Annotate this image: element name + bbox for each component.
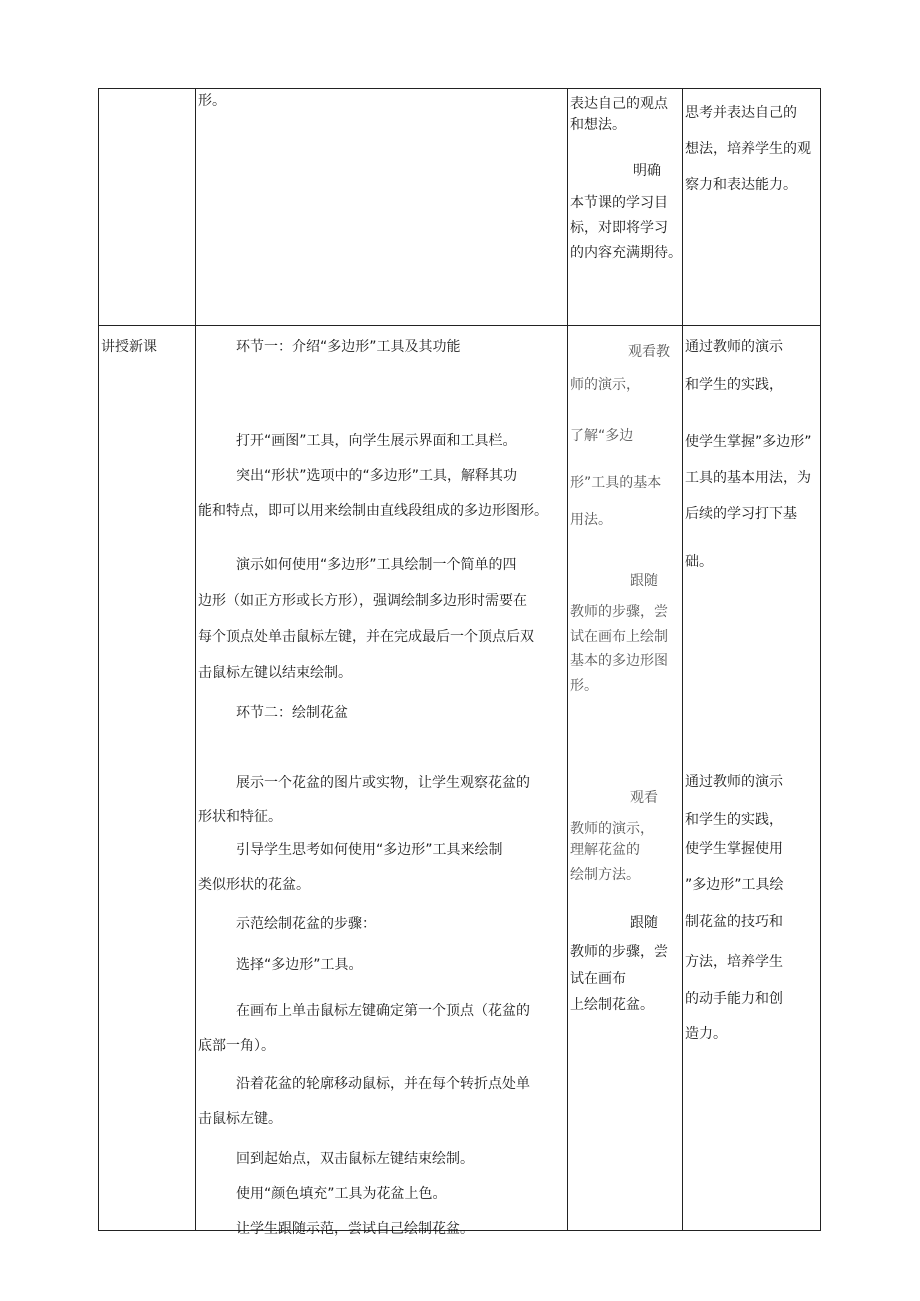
content-line: 让学生跟随示范，尝试自己绘制花盆。	[236, 1221, 474, 1237]
intent-line: 造力。	[685, 1026, 727, 1042]
table-left-border	[98, 88, 99, 1231]
student-line: 用法。	[570, 512, 612, 528]
student-line: 试在画布上绘制	[570, 629, 668, 645]
intent-line: 和学生的实践，	[685, 377, 783, 393]
table-right-border	[820, 88, 821, 1231]
intent-line: 后续的学习打下基	[685, 506, 797, 522]
content-line: 突出“形状”选项中的“多边形”工具，解释其功	[236, 468, 518, 484]
top-student-text: 的内容充满期待。	[570, 245, 682, 261]
content-line: 打开“画图”工具，向学生展示界面和工具栏。	[236, 433, 517, 449]
student-line: 教师的演示，	[570, 821, 654, 837]
stage-label: 讲授新课	[101, 339, 157, 355]
table-col-divider-1	[195, 88, 196, 1231]
content-line: 形状和特征。	[198, 809, 282, 825]
student-line: 绘制方法。	[570, 867, 640, 883]
content-line: 每个顶点处单击鼠标左键，并在完成最后一个顶点后双	[198, 629, 534, 645]
intent-line: 工具的基本用法，为	[685, 470, 811, 486]
content-line: 展示一个花盆的图片或实物，让学生观察花盆的	[236, 775, 530, 791]
intent-line: 方法，培养学生	[685, 954, 783, 970]
content-line: 击鼠标左键以结束绘制。	[198, 665, 352, 681]
student-line: 教师的步骤，尝	[570, 944, 668, 960]
content-line: 击鼠标左键。	[198, 1111, 282, 1127]
student-line: 观看教	[628, 344, 670, 360]
content-line: 回到起始点，双击鼠标左键结束绘制。	[236, 1151, 474, 1167]
intent-line: 通过教师的演示	[685, 339, 783, 355]
content-line: 引导学生思考如何使用“多边形”工具来绘制	[236, 842, 503, 858]
top-intent-text: 察力和表达能力。	[685, 177, 797, 193]
top-content-text: 形。	[198, 93, 226, 109]
content-line: 环节二：绘制花盆	[236, 705, 348, 721]
content-line: 底部一角）。	[198, 1038, 275, 1054]
top-student-text: 标，对即将学习	[570, 220, 668, 236]
student-line: 试在画布	[570, 971, 626, 987]
content-line: 环节一：介绍“多边形”工具及其功能	[236, 339, 461, 355]
content-line: 示范绘制花盆的步骤：	[236, 916, 376, 932]
table-col-divider-2	[567, 88, 568, 1231]
top-student-text: 表达自己的观点	[570, 96, 668, 112]
student-line: 跟随	[630, 915, 658, 931]
intent-line: ”多边形”工具绘	[685, 877, 784, 893]
table-row-divider	[98, 325, 821, 326]
table-top-border	[98, 88, 821, 89]
content-line: 选择“多边形”工具。	[236, 957, 363, 973]
table-col-divider-3	[682, 88, 683, 1231]
content-line: 使用“颜色填充”工具为花盆上色。	[236, 1186, 447, 1202]
top-student-text: 和想法。	[570, 117, 626, 133]
student-line: 形。	[570, 678, 598, 694]
top-intent-text: 想法，培养学生的观	[685, 141, 811, 157]
top-student-text: 本节课的学习目	[570, 195, 668, 211]
student-line: 形”工具的基本	[570, 475, 662, 491]
top-intent-text: 思考并表达自己的	[685, 105, 797, 121]
student-line: 师的演示，	[570, 377, 640, 393]
intent-line: 使学生掌握”多边形”	[685, 434, 812, 450]
intent-line: 的动手能力和创	[685, 991, 783, 1007]
content-line: 在画布上单击鼠标左键确定第一个顶点（花盆的	[236, 1003, 530, 1019]
intent-line: 通过教师的演示	[685, 774, 783, 790]
student-line: 上绘制花盆。	[570, 997, 654, 1013]
content-line: 类似形状的花盆。	[198, 877, 310, 893]
intent-line: 础。	[685, 554, 713, 570]
student-line: 理解花盆的	[570, 842, 640, 858]
student-line: 教师的步骤，尝	[570, 604, 668, 620]
student-line: 基本的多边形图	[570, 653, 668, 669]
student-line: 观看	[630, 790, 658, 806]
content-line: 能和特点，即可以用来绘制由直线段组成的多边形图形。	[198, 503, 548, 519]
top-student-text: 明确	[633, 163, 661, 179]
intent-line: 制花盆的技巧和	[685, 914, 783, 930]
content-line: 边形（如正方形或长方形），强调绘制多边形时需要在	[198, 593, 527, 609]
intent-line: 和学生的实践，	[685, 812, 783, 828]
student-line: 了解“多边	[570, 428, 634, 444]
student-line: 跟随	[630, 573, 658, 589]
content-line: 演示如何使用“多边形”工具绘制一个简单的四	[236, 557, 517, 573]
content-line: 沿着花盆的轮廓移动鼠标，并在每个转折点处单	[236, 1076, 530, 1092]
intent-line: 使学生掌握使用	[685, 841, 783, 857]
